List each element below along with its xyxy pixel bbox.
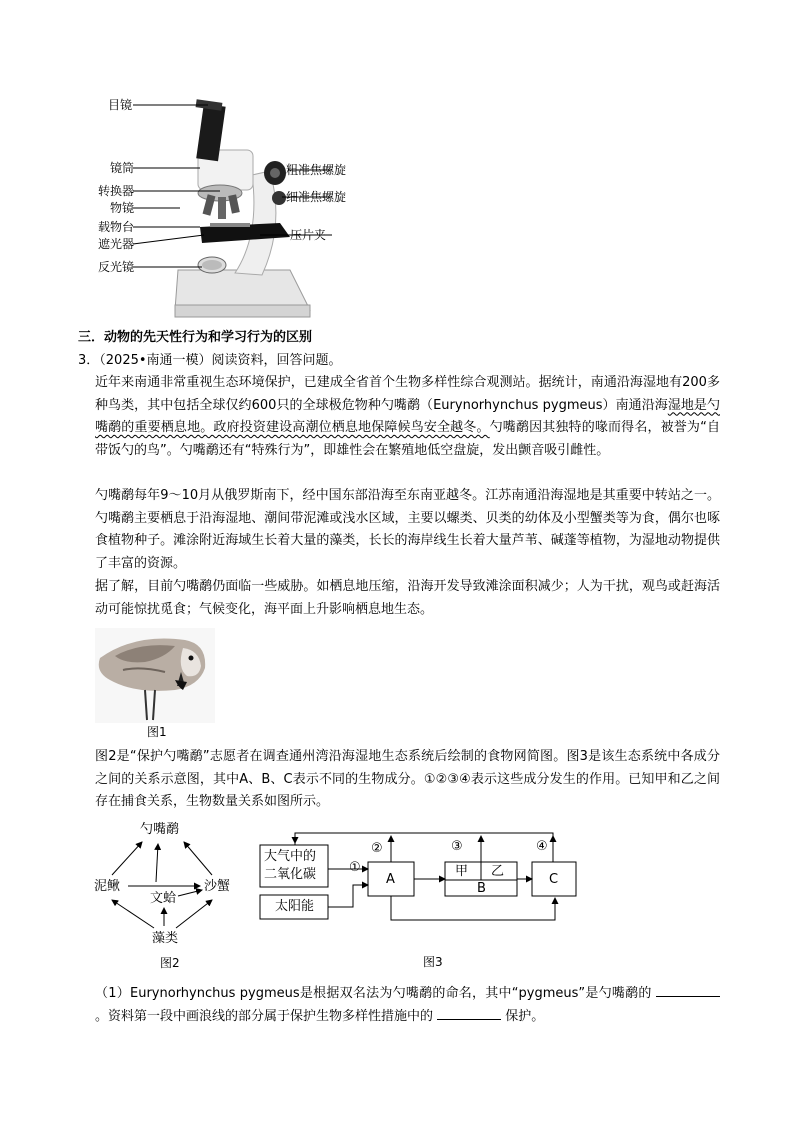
box-yi-label: 乙 xyxy=(491,864,505,879)
answer-blank-2[interactable] xyxy=(437,1007,501,1020)
paragraph-2: 勺嘴鹬每年9～10月从俄罗斯南下，经中国东部沿海至东南亚越冬。江苏南通沿海湿地是其重要中转站之一。勺嘴鹬主要栖息于沿海湿地、潮间带泥滩或浅水区域，主要以螺类、贝类的幼体及小型蟹类等为食，偶尔也啄食植物种子。滩涂附近海域生长着大量的藻类，长长的海岸线生长着大量芦苇、碱蓬等植物，为湿地动物提供了丰富的资源。 xyxy=(95,488,720,571)
box-jia-label: 甲 xyxy=(455,864,469,879)
label-coarse-adjustment: 粗准焦螺旋 xyxy=(286,163,347,177)
food-web-node-spoon-billed-sandpiper: 勺嘴鹬 xyxy=(140,822,180,837)
paragraph-1-text-a: 近年来南通非常重视生态环境保护，已建成全省首个生物多样性综合观测站。据统计，南通沿海湿地有200多种鸟类，其中包括全球仅约600只的全球极危物种勺嘴鹬（Eurynorhynchus pygmeus）南通沿海 xyxy=(95,375,720,413)
label-objective: 物镜 xyxy=(110,201,135,215)
box-c-label: C xyxy=(549,872,559,887)
label-eyepiece: 目镜 xyxy=(108,98,133,112)
paragraph-1-wavy-text: 湿地是勺嘴鹬的重要栖息地。政府投资建设高潮位栖息地保障候鸟安全越冬。 xyxy=(95,397,720,435)
paragraph-4: 图2是“保护勺嘴鹬”志愿者在调查通州湾沿海湿地生态系统后绘制的食物网简图。图3是该生态系统中各成分之间的关系示意图，其中A、B、C表示不同的生物成分。①②③④表示这些成分发生的作用。已知甲和乙之间存在捕食关系，生物数量关系如图所示。 xyxy=(95,749,720,809)
food-web-node-loach: 泥鳅 xyxy=(94,879,121,894)
label-diaphragm: 遮光器 xyxy=(98,237,135,251)
figure-1-caption: 图1 xyxy=(147,725,167,739)
label-stage-clip: 压片夹 xyxy=(290,228,327,242)
figure-2-caption: 图2 xyxy=(160,956,180,970)
food-web-node-clam: 文蛤 xyxy=(150,891,177,906)
food-web-node-algae: 藻类 xyxy=(152,931,179,946)
spoon-billed-sandpiper-image xyxy=(95,628,215,723)
box-solar-energy: 太阳能 xyxy=(275,899,315,914)
microscope-leader-lines xyxy=(100,95,370,320)
process-3-label: ③ xyxy=(451,839,463,854)
figure-2-food-web xyxy=(92,820,252,975)
question-1-text-a: （1）Eurynorhynchus pygmeus是根据双名法为勺嘴鹬的命名，其中“pygmeus”是勺嘴鹬的 xyxy=(95,986,652,1001)
paragraph-3: 据了解，目前勺嘴鹬仍面临一些威胁。如栖息地压缩，沿海开发导致滩涂面积减少；人为干扰，观鸟或赶海活动可能惊扰觅食；气候变化，海平面上升影响栖息地生态。 xyxy=(95,579,720,617)
process-4-label: ④ xyxy=(536,839,548,854)
label-stage: 载物台 xyxy=(98,220,135,234)
question-1-text-c: 保护。 xyxy=(505,1008,545,1024)
paragraph-1 xyxy=(95,372,720,462)
box-b-label: B xyxy=(477,881,486,896)
answer-blank-1[interactable] xyxy=(656,984,720,997)
figure-3-ecosystem xyxy=(255,825,605,975)
figure-1 xyxy=(95,628,215,740)
question-heading: 3．（2025•南通一模）阅读资料，回答问题。 xyxy=(78,353,342,368)
process-2-label: ② xyxy=(371,841,383,856)
section-heading: 三．动物的先天性行为和学习行为的区别 xyxy=(78,330,313,345)
paragraph-1-text-b: 勺嘴鹬因其独特的喙而得名，被誉为“自带饭勺的鸟”。勺嘴鹬还有“特殊行为”，即雄性会在繁殖地低空盘旋，发出颤音吸引雌性。 xyxy=(95,420,720,458)
food-web-node-crab: 沙蟹 xyxy=(204,879,231,894)
label-fine-adjustment: 细准焦螺旋 xyxy=(286,190,347,204)
question-1 xyxy=(95,983,720,1028)
label-nosepiece: 转换器 xyxy=(98,184,135,198)
box-a-label: A xyxy=(386,872,395,887)
label-tube: 镜筒 xyxy=(110,161,135,175)
figure-3-caption: 图3 xyxy=(423,955,443,969)
question-1-text-b: 。资料第一段中画浪线的部分属于保护生物多样性措施中的 xyxy=(95,1008,434,1024)
label-mirror: 反光镜 xyxy=(98,260,135,274)
box-atmospheric-co2: 大气中的二氧化碳 xyxy=(264,849,317,882)
process-1-label: ① xyxy=(349,860,361,875)
microscope-figure xyxy=(100,95,370,320)
